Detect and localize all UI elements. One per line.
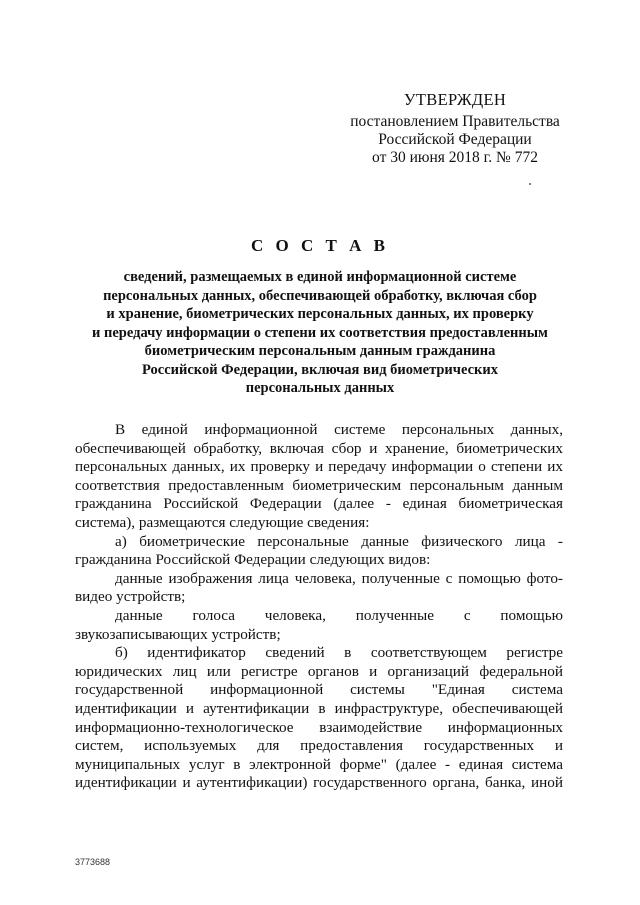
approval-stamp: [330, 90, 580, 167]
subtitle-line: и хранение, биометрических персональных данных, их проверку: [106, 306, 534, 322]
subtitle-line: сведений, размещаемых в единой информационной системе: [123, 269, 517, 285]
approval-line-1: постановлением Правительства: [350, 113, 560, 130]
document-body: [75, 421, 563, 793]
intro-paragraph: В единой информационной системе персональных данных, обеспечивающей обработку, включая сбор и хранение, биометрических персональных данных, их проверку и передачу информации о степени их соответствия предоставленным биометрическим персональным данным гражданина Российской Федерации (далее - единая биометрическая система), размещаются следующие сведения:: [75, 421, 563, 531]
item-a-paragraph: а) биометрические персональные данные физического лица - гражданина Российской Федерации следующих видов:: [75, 532, 563, 569]
approval-heading: УТВЕРЖДЕН: [403, 90, 507, 109]
item-a-face-paragraph: данные изображения лица человека, полученные с помощью фото-видео устройств;: [75, 569, 563, 606]
subtitle-line: Российской Федерации, включая вид биометрических: [142, 361, 498, 378]
subtitle-line: персональных данных, обеспечивающей обработку, включая сбор: [103, 287, 537, 304]
document-title: С О С Т А В: [251, 236, 389, 255]
item-a-voice-paragraph: данные голоса человека, полученные с помощью звукозаписывающих устройств;: [75, 606, 563, 643]
subtitle-line: биометрическим персональным данным гражданина: [144, 343, 496, 359]
approval-line-3: от 30 июня 2018 г. № 772: [372, 149, 538, 166]
document-number: 3773688: [75, 857, 111, 867]
subtitle-line: персональных данных: [245, 380, 395, 396]
approval-line-2: Российской Федерации: [378, 131, 532, 148]
subtitle-line: и передачу информации о степени их соответствия предоставленным: [92, 324, 548, 341]
item-b-paragraph: б) идентификатор сведений в соответствующем регистре юридических лиц или регистре органов и организаций федеральной государственной информационной системы "Единая система идентификации и аутентификации в инфраструктуре, обеспечивающей информационно-технологическое взаимодействие информационных систем, используемых для предоставления государственных и муниципальных услуг в электронной форме" (далее - единая система идентификации и аутентификации) государственного органа, банка, иной: [75, 644, 563, 792]
document-heading: [64, 236, 576, 398]
scan-dot: [529, 183, 531, 185]
